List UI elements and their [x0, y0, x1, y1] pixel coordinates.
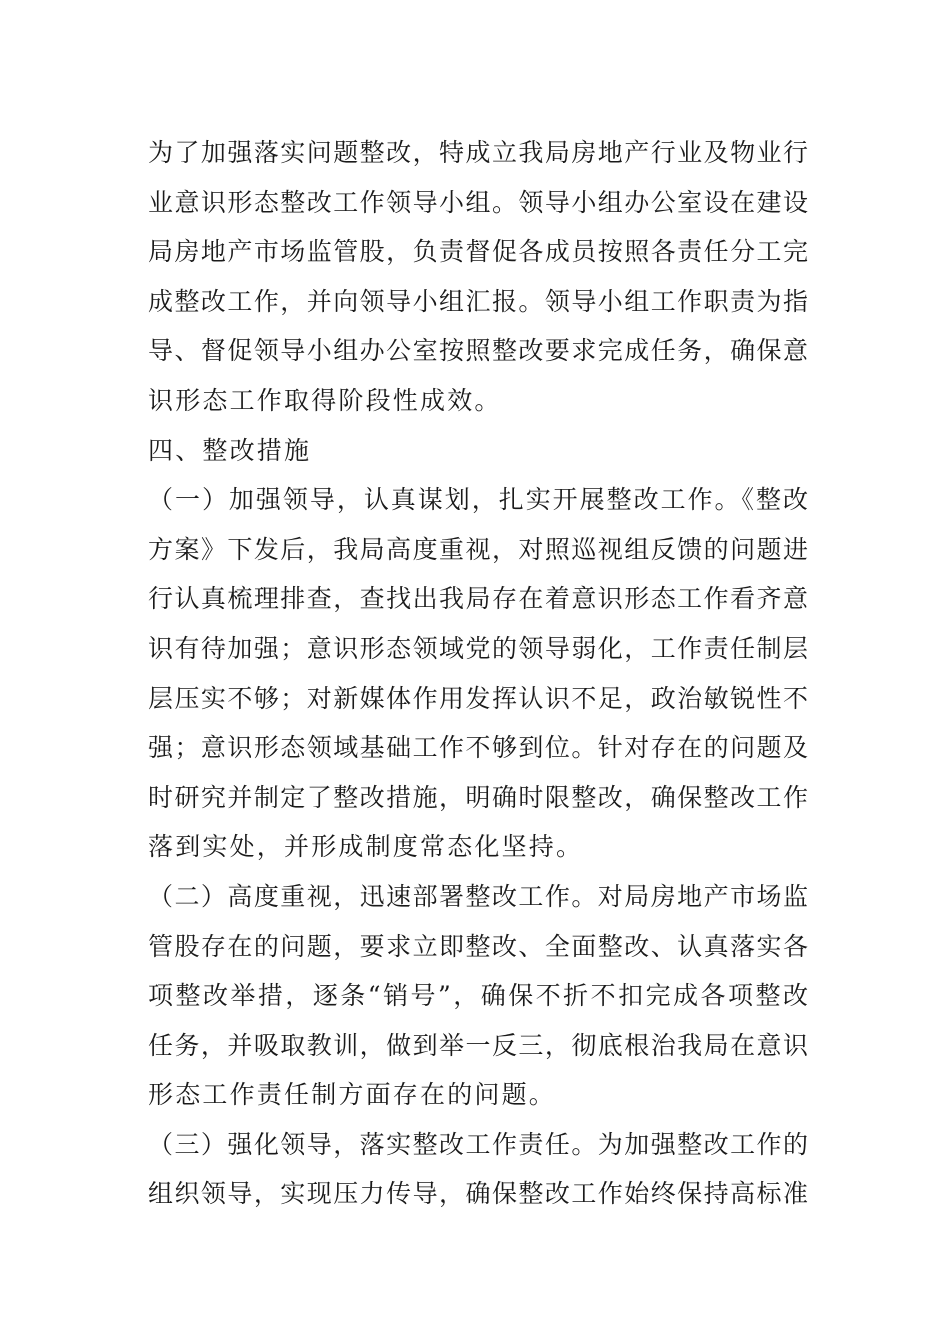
paragraph-line: 识有待加强；意识形态领域党的领导弱化，工作责任制层 [148, 633, 808, 663]
paragraph-line: 任务，并吸取教训，做到举一反三，彻底根治我局在意识 [148, 1030, 808, 1060]
paragraph-line: 时研究并制定了整改措施，明确时限整改，确保整改工作 [148, 782, 808, 812]
paragraph-line: 管股存在的问题，要求立即整改、全面整改、认真落实各 [148, 931, 808, 961]
paragraph-line: 成整改工作，并向领导小组汇报。领导小组工作职责为指 [148, 286, 808, 316]
section-heading: 四、整改措施 [148, 435, 312, 465]
paragraph-line: （二）高度重视，迅速部署整改工作。对局房地产市场监 [148, 881, 808, 911]
paragraph-line: 识形态工作取得阶段性成效。 [148, 385, 502, 415]
paragraph-line: （三）强化领导，落实整改工作责任。为加强整改工作的 [148, 1129, 808, 1159]
document-body [148, 128, 808, 1219]
paragraph-line: 为了加强落实问题整改，特成立我局房地产行业及物业行 [148, 138, 808, 167]
paragraph-line: 行认真梳理排查，查找出我局存在着意识形态工作看齐意 [148, 584, 808, 614]
paragraph-line: 层压实不够；对新媒体作用发挥认识不足，政治敏锐性不 [148, 683, 808, 713]
paragraph-line: （一）加强领导，认真谋划，扎实开展整改工作。《整改 [148, 485, 808, 515]
paragraph-line: 局房地产市场监管股，负责督促各成员按照各责任分工完 [148, 237, 808, 267]
paragraph-line: 强；意识形态领域基础工作不够到位。针对存在的问题及 [148, 733, 808, 763]
paragraph-line: 方案》下发后，我局高度重视，对照巡视组反馈的问题进 [148, 534, 808, 564]
paragraph-line: 导、督促领导小组办公室按照整改要求完成任务，确保意 [148, 336, 808, 366]
paragraph-line: 落到实处，并形成制度常态化坚持。 [148, 832, 584, 862]
paragraph-line: 业意识形态整改工作领导小组。领导小组办公室设在建设 [148, 187, 808, 217]
paragraph-line: 项整改举措，逐条“销号”，确保不折不扣完成各项整改 [148, 981, 808, 1011]
paragraph-line: 组织领导，实现压力传导，确保整改工作始终保持高标准 [148, 1179, 808, 1209]
paragraph-line: 形态工作责任制方面存在的问题。 [148, 1080, 557, 1110]
